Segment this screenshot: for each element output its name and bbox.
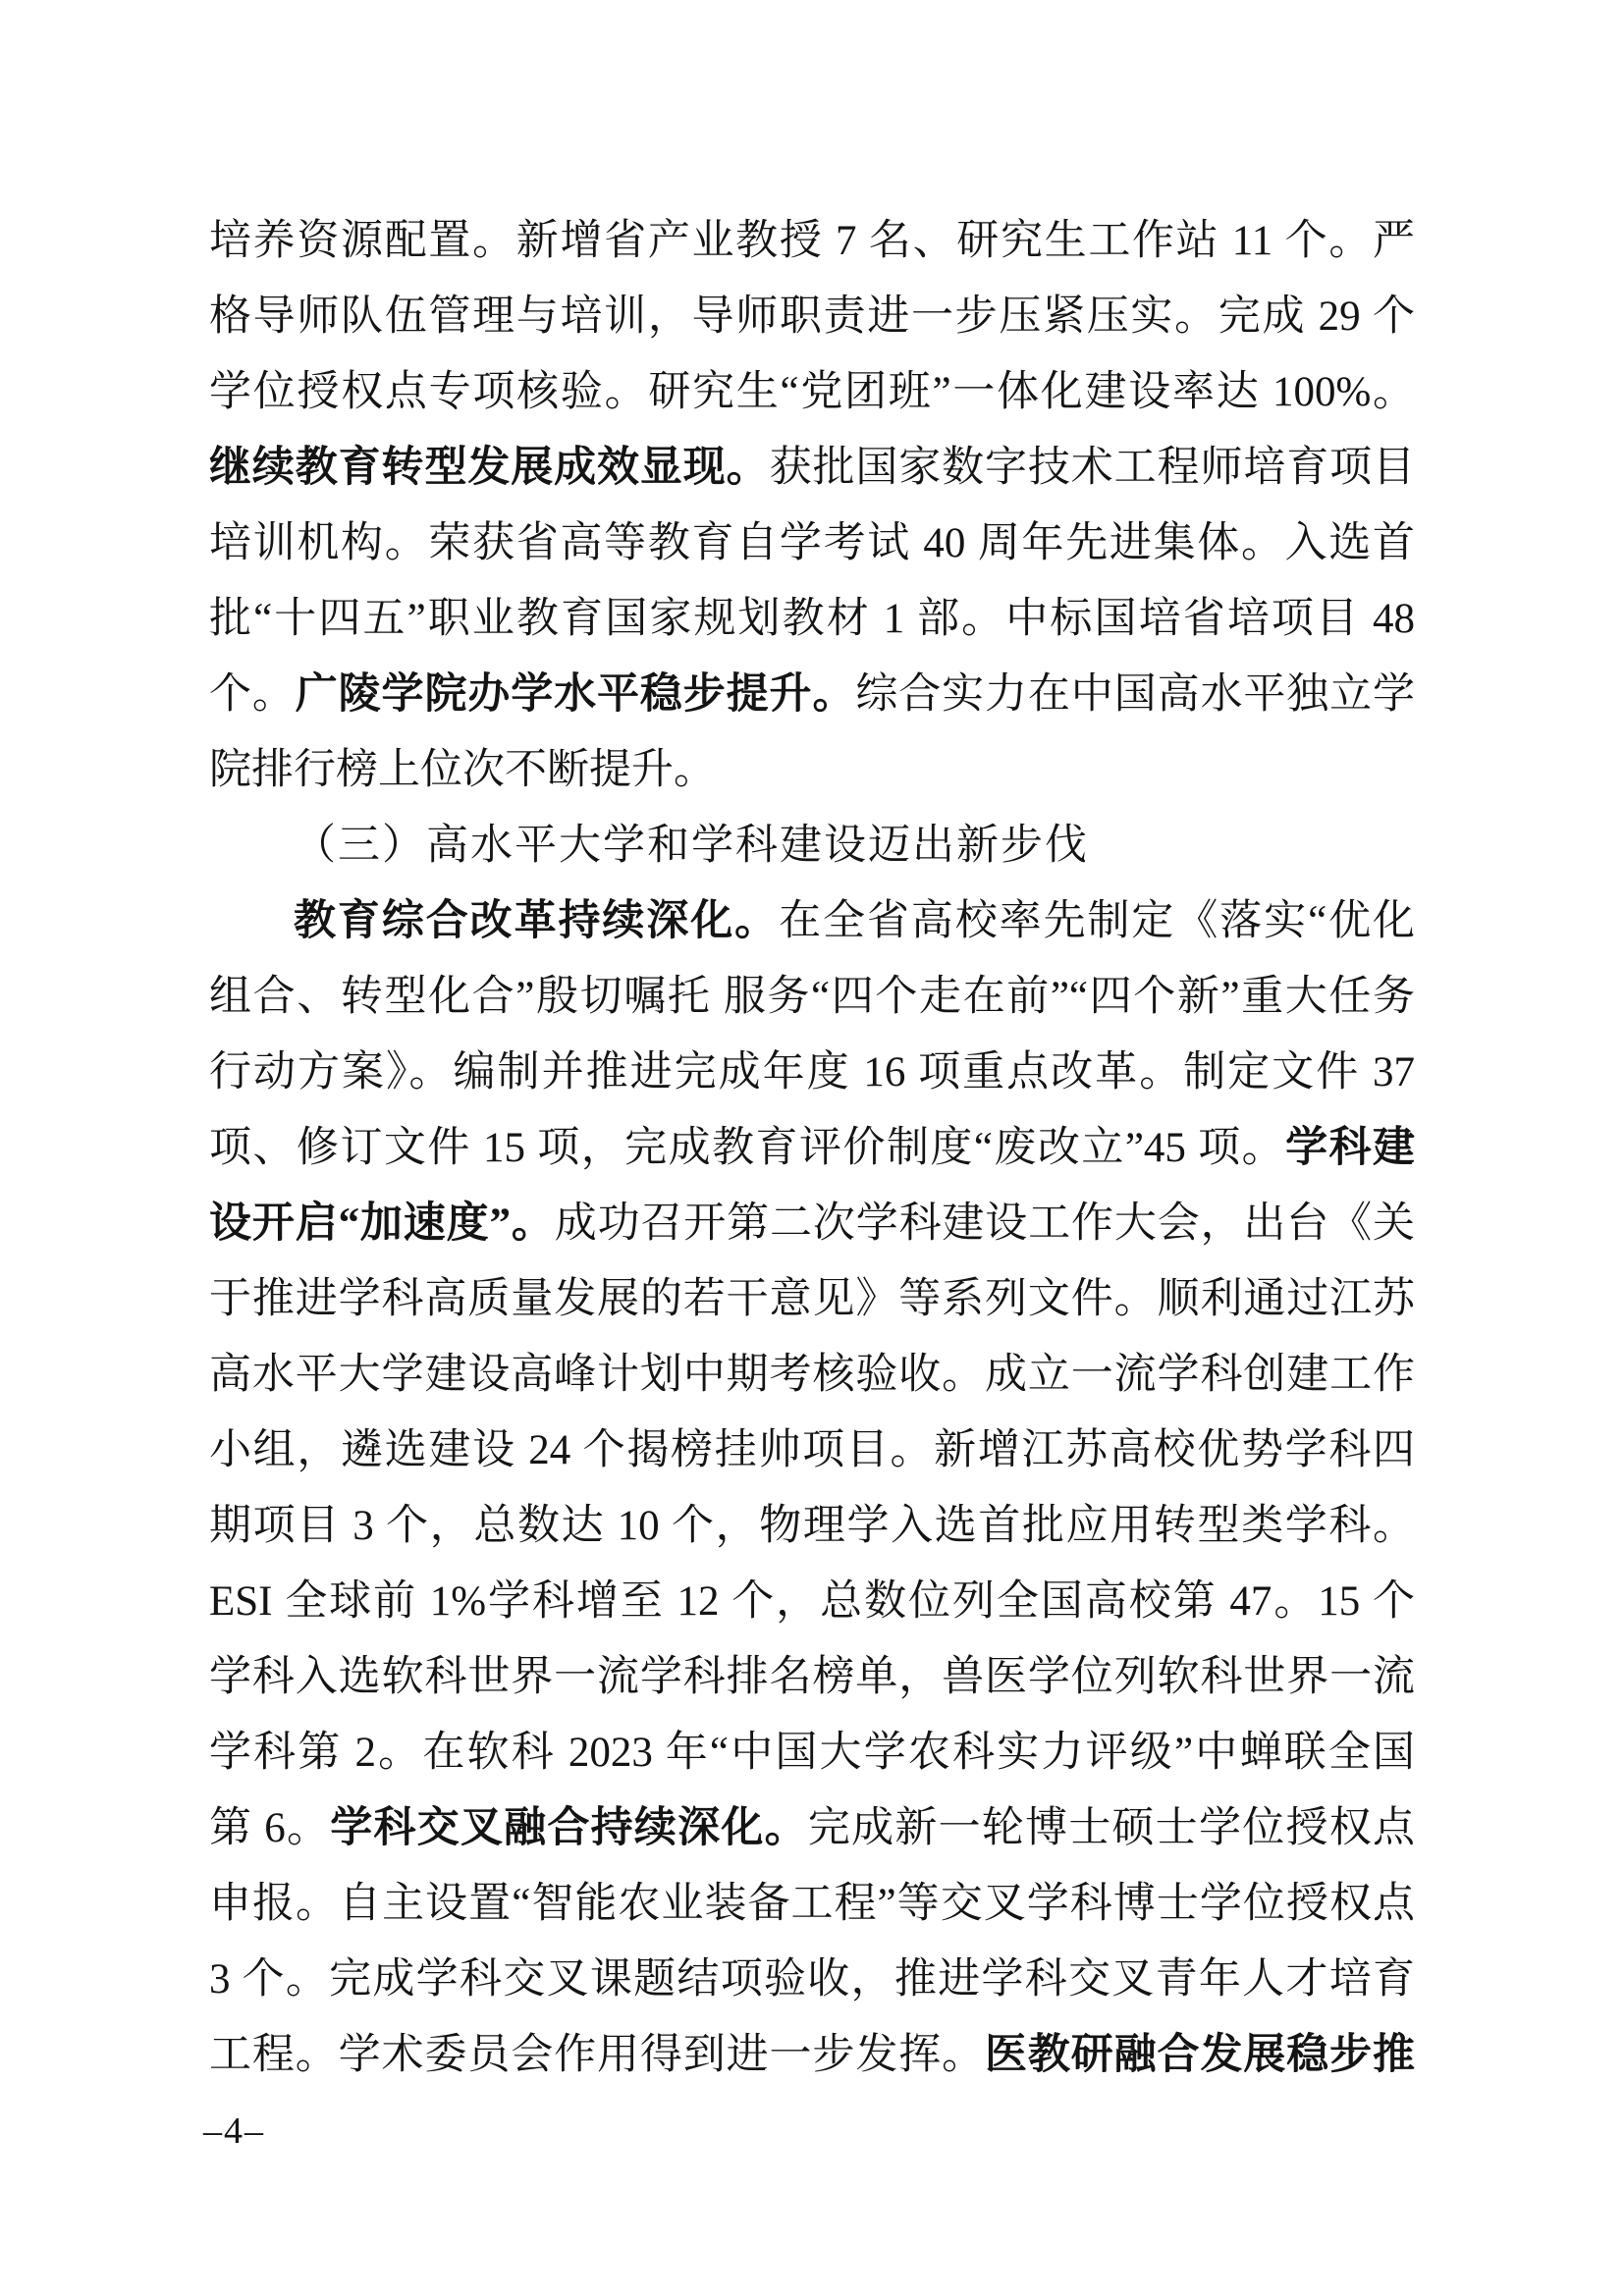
text-line: [209, 959, 1415, 1035]
text-line: [209, 1488, 1415, 1564]
text-segment: 组合、转型化合”殷切嘱托 服务“四个走在前”“四个新”重大任务: [209, 974, 1415, 1020]
heading-text: （三）高水平大学和学科建设迈出新步伐: [294, 823, 1089, 869]
text-segment: 格导师队伍管理与培训，导师职责进一步压紧压实。完成 29 个: [209, 294, 1415, 340]
page-number: –4–: [203, 2110, 265, 2152]
text-segment: 学位授权点专项核验。研究生“党团班”一体化建设率达 100%。: [209, 369, 1415, 415]
text-segment: ESI 全球前 1%学科增至 12 个，总数位列全国高校第 47。15 个: [209, 1578, 1415, 1625]
text-line: [209, 1715, 1415, 1790]
text-segment: 学科入选软科世界一流学科排名榜单，兽医学位列软科世界一流: [209, 1654, 1415, 1700]
text-segment: 完成新一轮博士硕士学位授权点: [807, 1805, 1415, 1851]
text-segment: 获批国家数字技术工程师培育项目: [769, 445, 1415, 491]
text-segment: 期项目 3 个，总数达 10 个，物理学入选首批应用转型类学科。: [209, 1503, 1415, 1549]
text-segment: 3 个。完成学科交叉课题结项验收，推进学科交叉青年人才培育: [209, 1956, 1415, 2002]
text-segment: 在全省高校率先制定《落实“优化: [779, 898, 1415, 944]
text-line: [209, 1942, 1415, 2017]
text-line: [209, 279, 1415, 354]
text-segment: 学科第 2。在软科 2023 年“中国大学农科实力评级”中蝉联全国: [209, 1730, 1415, 1776]
text-line: [209, 1639, 1415, 1715]
text-segment: 成功召开第二次学科建设工作大会，出台《关: [554, 1201, 1415, 1247]
text-segment: 项、修订文件 15 项，完成教育评价制度“废改立”45 项。: [209, 1125, 1286, 1171]
text-segment: 工程。学术委员会作用得到进一步发挥。: [209, 2032, 985, 2078]
text-line: [209, 883, 1415, 959]
text-segment: 培训机构。荣获省高等教育自学考试 40 周年先进集体。入选首: [209, 520, 1415, 566]
text-segment: 个。: [209, 671, 296, 718]
text-line: [209, 657, 1415, 732]
text-line: [209, 354, 1415, 430]
body-text: [209, 203, 1415, 2093]
text-line: [209, 1866, 1415, 1942]
bold-text-segment: 学科建: [1285, 1125, 1415, 1171]
text-segment: 院排行榜上位次不断提升。: [209, 747, 716, 793]
text-segment: 综合实力在中国高水平独立学: [855, 671, 1415, 718]
section-heading: [209, 808, 1415, 883]
text-line: [209, 732, 1415, 808]
text-segment: 第 6。: [209, 1805, 331, 1851]
text-line: [209, 2017, 1415, 2093]
text-line: [209, 203, 1415, 279]
text-segment: 行动方案》。编制并推进完成年度 16 项重点改革。制定文件 37: [209, 1049, 1415, 1095]
text-line: [209, 1564, 1415, 1639]
text-segment: 批“十四五”职业教育国家规划教材 1 部。中标国培省培项目 48: [209, 596, 1415, 642]
bold-text-segment: 医教研融合发展稳步推: [985, 2032, 1415, 2078]
text-line: [209, 506, 1415, 581]
text-segment: 于推进学科高质量发展的若干意见》等系列文件。顺利通过江苏: [209, 1276, 1415, 1322]
text-line: [209, 430, 1415, 506]
bold-text-segment: 继续教育转型发展成效显现。: [209, 445, 770, 491]
bold-text-segment: 设开启“加速度”。: [209, 1201, 555, 1247]
text-line: [209, 1413, 1415, 1488]
text-line: [209, 1790, 1415, 1866]
text-line: [209, 581, 1415, 657]
bold-text-segment: 教育综合改革持续深化。: [294, 898, 780, 944]
text-segment: 培养资源配置。新增省产业教授 7 名、研究生工作站 11 个。严: [209, 218, 1415, 264]
bold-text-segment: 学科交叉融合持续深化。: [330, 1805, 808, 1851]
text-segment: 申报。自主设置“智能农业装备工程”等交叉学科博士学位授权点: [209, 1881, 1415, 1927]
text-segment: 高水平大学建设高峰计划中期考核验收。成立一流学科创建工作: [209, 1352, 1415, 1398]
text-line: [209, 1110, 1415, 1186]
text-line: [209, 1035, 1415, 1110]
text-line: [209, 1186, 1415, 1261]
text-line: [209, 1261, 1415, 1337]
bold-text-segment: 广陵学院办学水平稳步提升。: [295, 671, 856, 718]
text-segment: 小组，遴选建设 24 个揭榜挂帅项目。新增江苏高校优势学科四: [209, 1427, 1415, 1473]
text-line: [209, 1337, 1415, 1413]
